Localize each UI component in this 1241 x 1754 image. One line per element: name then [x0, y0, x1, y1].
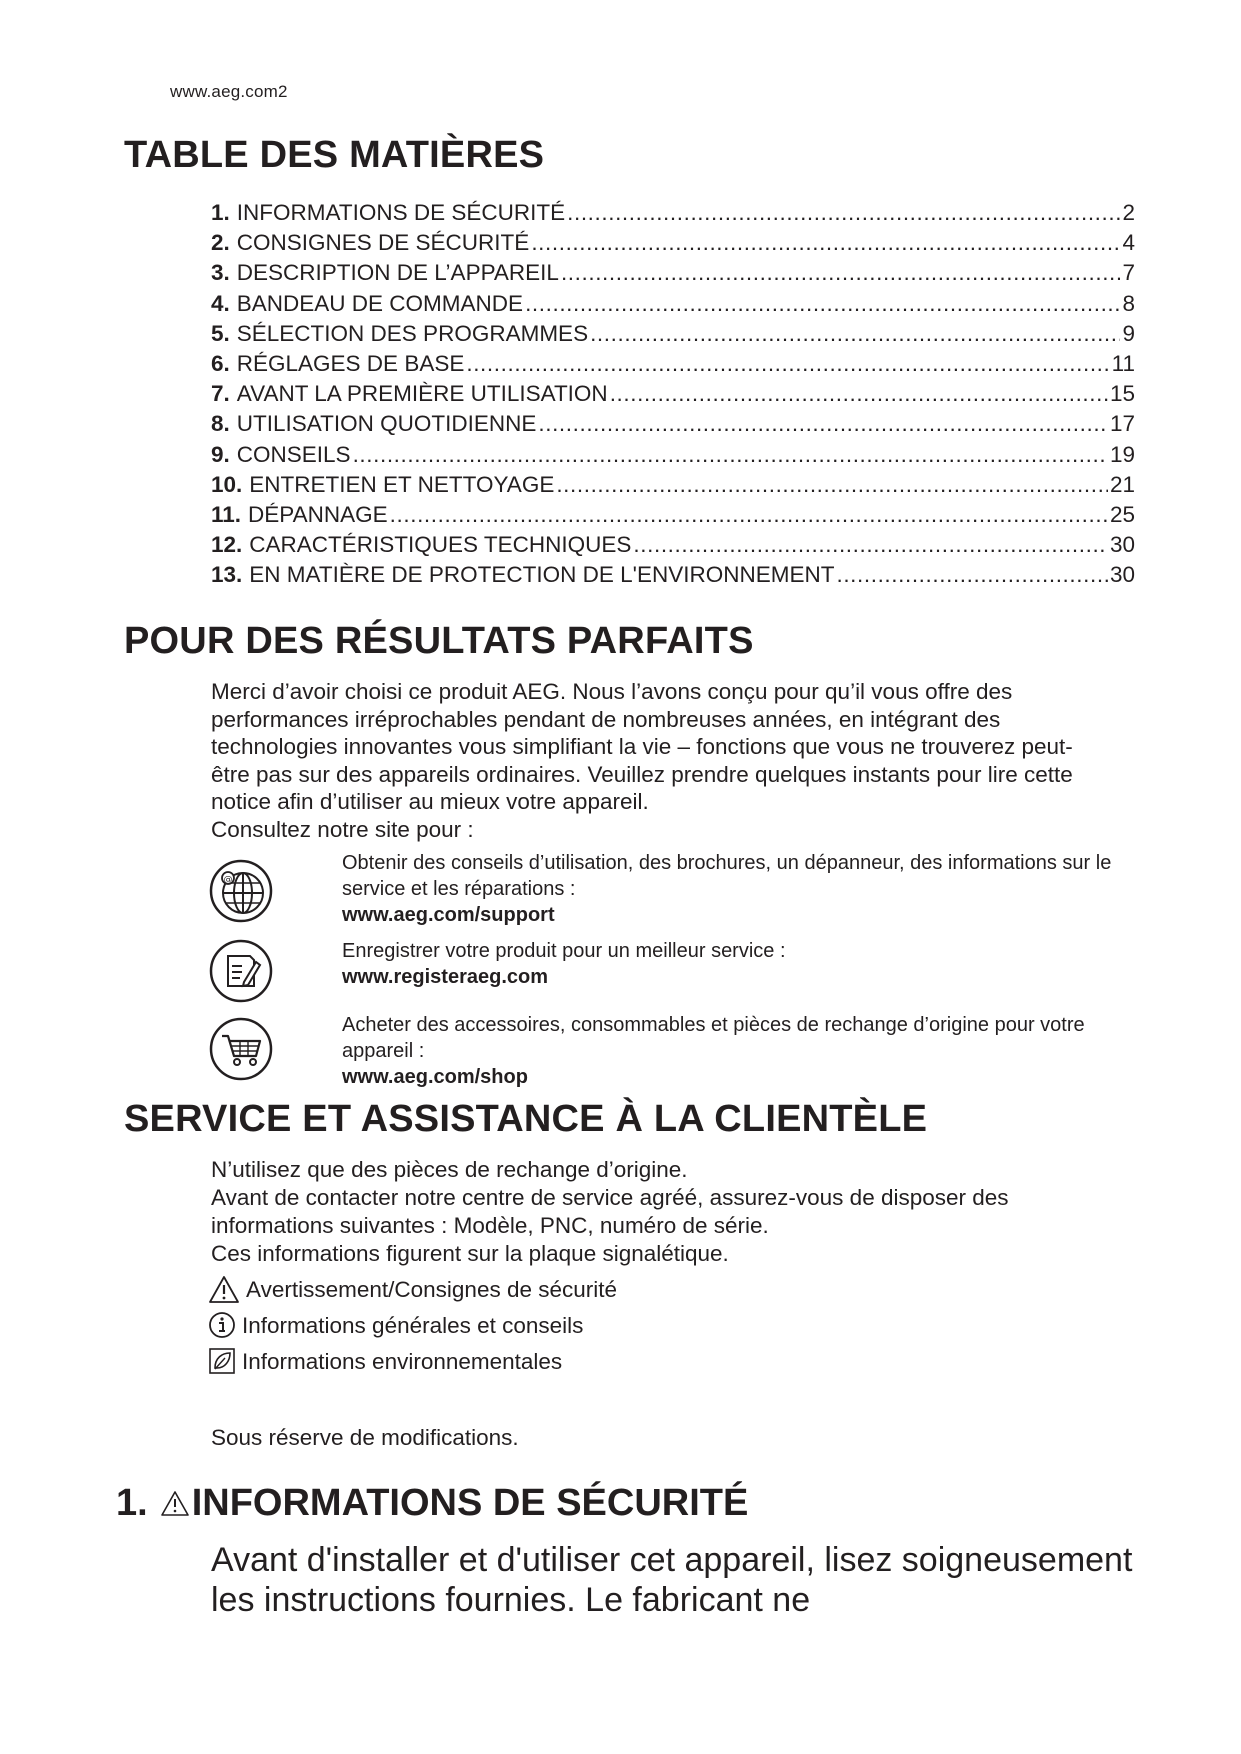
- legend-info-label: Informations générales et conseils: [242, 1313, 584, 1338]
- toc-entry[interactable]: [211, 349, 1135, 379]
- toc-entry-title: ENTRETIEN ET NETTOYAGE: [249, 471, 555, 497]
- toc-entry-number: 13.: [211, 562, 243, 588]
- toc-entry-title: CARACTÉRISTIQUES TECHNIQUES: [249, 532, 632, 558]
- toc-entry-title: BANDEAU DE COMMANDE: [236, 290, 524, 316]
- toc-entry-page: 4: [1122, 230, 1135, 256]
- toc-entry-title: CONSIGNES DE SÉCURITÉ: [236, 230, 530, 256]
- toc-entry-number: 2.: [211, 230, 230, 256]
- toc-dot-leader: [633, 530, 1108, 560]
- toc-title: TABLE DES MATIÈRES: [124, 134, 545, 176]
- toc-entry[interactable]: [211, 198, 1135, 228]
- safety-intro: Avant d'installer et d'utiliser cet appareil, lisez soigneusement les instructions fournies. Le fabricant ne: [211, 1541, 1133, 1619]
- safety-heading: [116, 1482, 748, 1525]
- toc-entry-number: 11.: [211, 501, 242, 527]
- legend-warning-label: Avertissement/Consignes de sécurité: [246, 1277, 618, 1302]
- toc-entry-page: 15: [1109, 381, 1135, 407]
- legend-environment-label: Informations environnementales: [242, 1349, 563, 1374]
- results-title: POUR DES RÉSULTATS PARFAITS: [124, 620, 754, 662]
- toc-entry-page: 21: [1109, 471, 1135, 497]
- toc-dot-leader: [590, 319, 1120, 349]
- toc-entry-title: AVANT LA PREMIÈRE UTILISATION: [236, 381, 608, 407]
- toc-entry[interactable]: [211, 409, 1135, 439]
- toc-entry-number: 8.: [211, 411, 230, 437]
- shop-link[interactable]: www.aeg.com/shop: [342, 1066, 528, 1088]
- toc-entry-title: RÉGLAGES DE BASE: [236, 350, 465, 376]
- toc-entry[interactable]: [211, 470, 1135, 500]
- toc-entry-page: 17: [1109, 411, 1135, 437]
- toc-dot-leader: [538, 409, 1108, 439]
- toc-entry-number: 1.: [211, 200, 230, 225]
- toc-dot-leader: [390, 500, 1108, 530]
- legend-warning: [208, 1274, 617, 1306]
- toc-entry-number: 6.: [211, 350, 230, 376]
- toc-entry-page: 7: [1122, 260, 1135, 286]
- toc-entry-title: SÉLECTION DES PROGRAMMES: [236, 320, 589, 346]
- toc-entry[interactable]: [211, 258, 1135, 288]
- service-line-1: N’utilisez que des pièces de rechange d’origine.: [211, 1157, 688, 1182]
- toc-entry-number: 3.: [211, 260, 230, 286]
- toc-entry-page: 30: [1109, 532, 1135, 558]
- safety-title: INFORMATIONS DE SÉCURITÉ: [191, 1482, 749, 1524]
- warning-icon: [160, 1490, 190, 1518]
- toc-entry[interactable]: [211, 530, 1135, 560]
- toc-dot-leader: [531, 228, 1120, 258]
- toc-dot-leader: [567, 198, 1120, 228]
- toc-entry-title: EN MATIÈRE DE PROTECTION DE L'ENVIRONNEMENT: [249, 562, 835, 588]
- legend-info: [208, 1310, 583, 1342]
- toc-entry-page: 30: [1109, 562, 1135, 588]
- cart-icon: [208, 1016, 274, 1082]
- support-text: Obtenir des conseils d’utilisation, des brochures, un dépanneur, des informations sur le service et les réparations :: [342, 852, 1112, 900]
- toc-dot-leader: [561, 258, 1121, 288]
- toc-entry[interactable]: [211, 440, 1135, 470]
- toc-entry-title: DESCRIPTION DE L’APPAREIL: [236, 260, 559, 286]
- toc-entry-page: 9: [1122, 320, 1135, 346]
- register-link[interactable]: www.registeraeg.com: [342, 966, 548, 988]
- service-line-3: Ces informations figurent sur la plaque signalétique.: [211, 1241, 729, 1266]
- toc-entry[interactable]: [211, 319, 1135, 349]
- toc-entry-number: 10.: [211, 471, 243, 497]
- toc-entry-title: DÉPANNAGE: [248, 501, 388, 527]
- shop-text: Acheter des accessoires, consommables et pièces de rechange d’origine pour votre appareil :: [342, 1014, 1085, 1062]
- header-url: www.aeg.com2: [170, 82, 288, 101]
- safety-number: 1.: [116, 1482, 148, 1524]
- toc-entry-number: 4.: [211, 290, 230, 316]
- globe-icon: [208, 858, 274, 924]
- toc-dot-leader: [525, 289, 1120, 319]
- table-of-contents: [211, 198, 1135, 590]
- toc-entry-page: 2: [1122, 200, 1135, 225]
- service-title: SERVICE ET ASSISTANCE À LA CLIENTÈLE: [124, 1098, 928, 1140]
- info-icon: [208, 1311, 236, 1341]
- register-text: Enregistrer votre produit pour un meilleur service :: [342, 940, 786, 962]
- toc-entry-page: 25: [1109, 501, 1135, 527]
- toc-dot-leader: [556, 470, 1108, 500]
- toc-entry-number: 5.: [211, 320, 230, 346]
- warning-icon: [208, 1275, 240, 1305]
- toc-dot-leader: [836, 560, 1108, 590]
- support-link[interactable]: www.aeg.com/support: [342, 904, 555, 926]
- legend-environment: [208, 1346, 562, 1378]
- consult-text: Consultez notre site pour :: [211, 817, 474, 842]
- toc-entry-number: 12.: [211, 532, 243, 558]
- toc-dot-leader: [353, 440, 1108, 470]
- results-intro: Merci d’avoir choisi ce produit AEG. Nous l’avons conçu pour qu’il vous offre des performances irréprochables pendant de nombreuses années, en intégrant des technologies innovantes vous simplifiant la vie – fonctions que vous ne trouverez peut-être pas sur des appareils ordinaires. Veuillez prendre quelques instants pour lire cette notice afin d’utiliser au mieux votre appareil.: [211, 679, 1073, 814]
- toc-entry-title: CONSEILS: [236, 441, 351, 467]
- toc-entry-page: 8: [1122, 290, 1135, 316]
- toc-entry[interactable]: [211, 289, 1135, 319]
- toc-dot-leader: [610, 379, 1108, 409]
- service-line-2: Avant de contacter notre centre de service agréé, assurez-vous de disposer des informations suivantes : Modèle, PNC, numéro de série.: [211, 1185, 1009, 1238]
- toc-entry-page: 19: [1109, 441, 1135, 467]
- toc-entry-number: 9.: [211, 441, 230, 467]
- toc-dot-leader: [466, 349, 1109, 379]
- toc-entry-title: INFORMATIONS DE SÉCURITÉ: [236, 200, 566, 225]
- modification-notice: Sous réserve de modifications.: [211, 1425, 519, 1450]
- svg-text:@: @: [223, 875, 233, 885]
- toc-entry-title: UTILISATION QUOTIDIENNE: [236, 411, 537, 437]
- toc-entry[interactable]: [211, 228, 1135, 258]
- toc-entry[interactable]: [211, 379, 1135, 409]
- toc-entry-page: 11: [1111, 350, 1135, 376]
- register-icon: [208, 938, 274, 1004]
- toc-entry-number: 7.: [211, 381, 230, 407]
- environment-icon: [208, 1347, 236, 1377]
- toc-entry[interactable]: [211, 560, 1135, 590]
- toc-entry[interactable]: [211, 500, 1135, 530]
